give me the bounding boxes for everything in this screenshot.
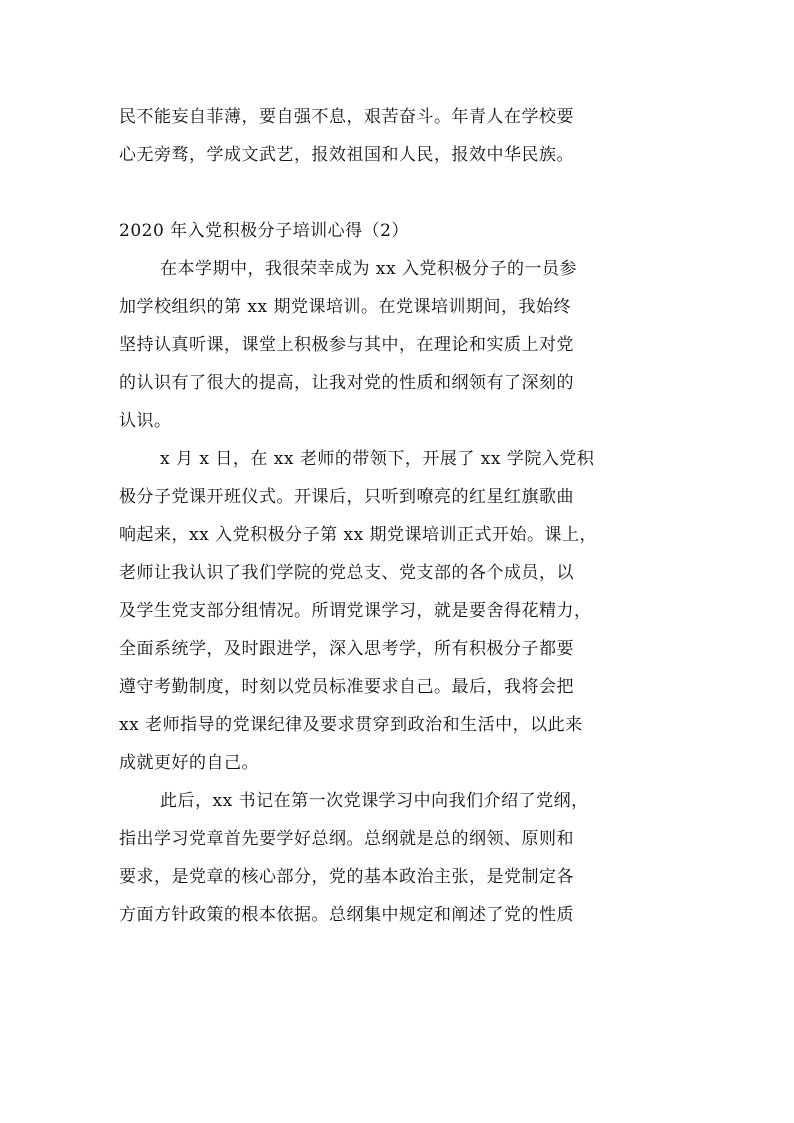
text-line: 遵守考勤制度，时刻以党员标准要求自己。最后，我将会把 bbox=[119, 677, 574, 697]
paragraph-1 bbox=[119, 250, 691, 440]
text-line: 坚持认真听课，课堂上积极参与其中，在理论和实质上对党 bbox=[119, 335, 574, 355]
text-line: 响起来，xx 入党积极分子第 xx 期党课培训正式开始。课上， bbox=[119, 525, 598, 545]
paragraph-2 bbox=[119, 440, 691, 782]
blank-line bbox=[119, 174, 691, 212]
text-line: 极分子党课开班仪式。开课后，只听到嘹亮的红星红旗歌曲 bbox=[119, 487, 574, 507]
text-line: 加学校组织的第 xx 期党课培训。在党课培训期间，我始终 bbox=[119, 297, 571, 317]
text-line: 民不能妄自菲薄，要自强不息，艰苦奋斗。年青人在学校要 bbox=[119, 107, 574, 127]
text-line: 心无旁骛，学成文武艺，报效祖国和人民，报效中华民族。 bbox=[119, 145, 574, 165]
text-line: 方面方针政策的根本依据。总纲集中规定和阐述了党的性质 bbox=[119, 905, 574, 925]
text-line: 成就更好的自己。 bbox=[119, 753, 259, 773]
text-line: 全面系统学，及时跟进学，深入思考学，所有积极分子都要 bbox=[119, 639, 574, 659]
text-line: xx 老师指导的党课纪律及要求贯穿到政治和生活中，以此来 bbox=[119, 715, 583, 735]
text-line: 在本学期中，我很荣幸成为 xx 入党积极分子的一员参 bbox=[160, 259, 577, 279]
text-line: 指出学习党章首先要学好总纲。总纲就是总的纲领、原则和 bbox=[119, 829, 574, 849]
text-line: 认识。 bbox=[119, 411, 172, 431]
document-body bbox=[119, 98, 691, 934]
text-line: 老师让我认识了我们学院的党总支、党支部的各个成员，以 bbox=[119, 563, 574, 583]
text-line: 此后，xx 书记在第一次党课学习中向我们介绍了党纲， bbox=[160, 791, 589, 811]
text-line: 及学生党支部分组情况。所谓党课学习，就是要舍得花精力， bbox=[119, 601, 592, 621]
section-title: 2020 年入党积极分子培训心得（2） bbox=[119, 221, 409, 241]
text-line: 要求，是党章的核心部分，党的基本政治主张，是党制定各 bbox=[119, 867, 574, 887]
text-line: 的认识有了很大的提高，让我对党的性质和纲领有了深刻的 bbox=[119, 373, 574, 393]
paragraph-3 bbox=[119, 782, 691, 934]
text-line: x 月 x 日，在 xx 老师的带领下，开展了 xx 学院入党积 bbox=[160, 449, 595, 469]
intro-paragraph bbox=[119, 98, 691, 174]
